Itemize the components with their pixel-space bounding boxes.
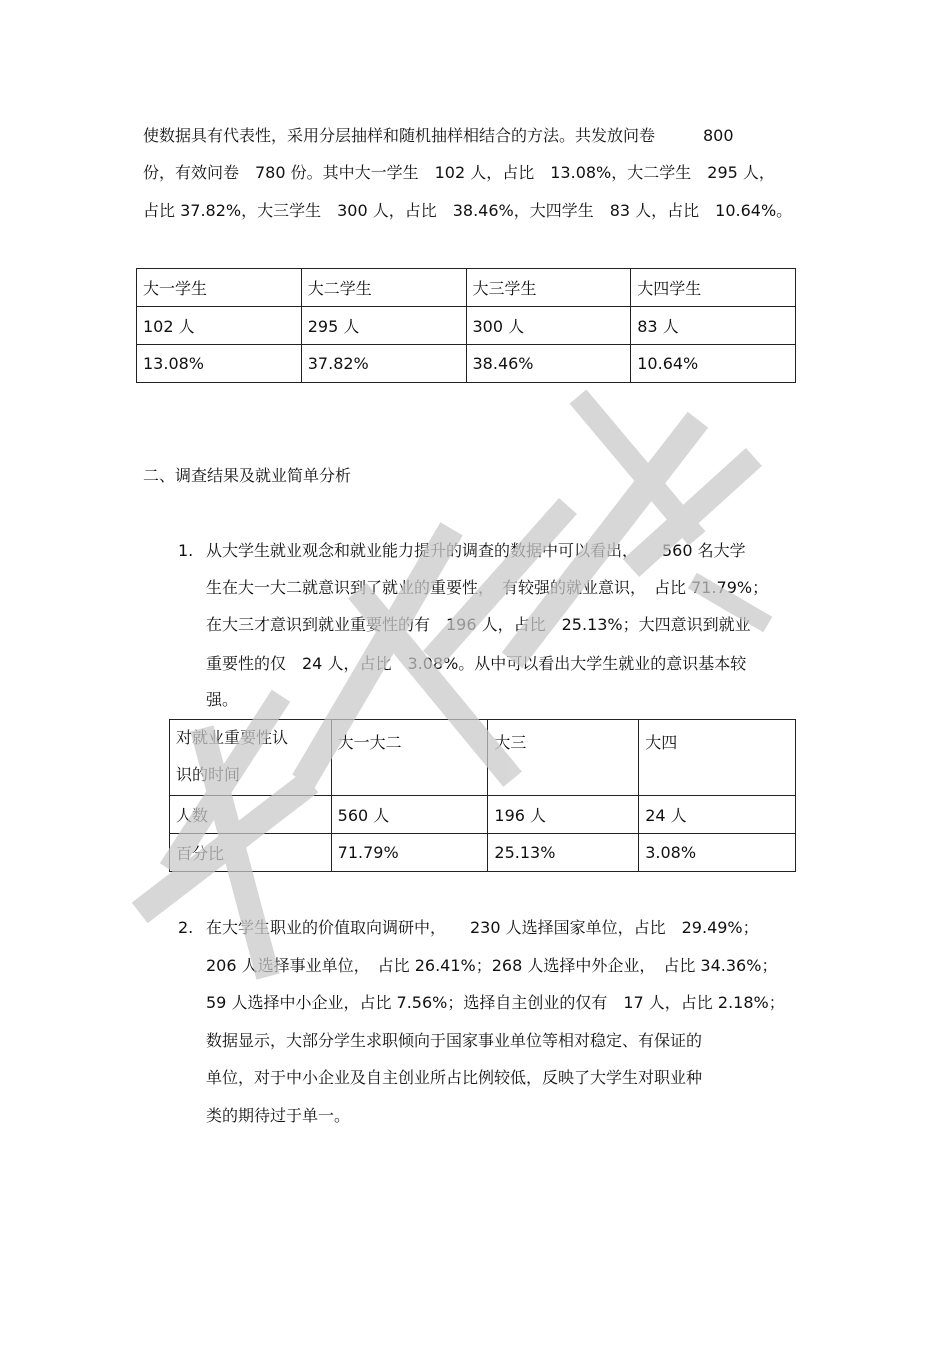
item-1-line-1: 从大学生就业观念和就业能力提升的调查的数据中可以看出， 560 名大学 <box>206 541 746 560</box>
item-1-number: 1. <box>178 541 194 560</box>
table-cell: 37.82% <box>301 345 466 383</box>
table-cell: 大二学生 <box>301 269 466 307</box>
item-1-line-4: 重要性的仅 24 人，占比 3.08%。从中可以看出大学生就业的意识基本较 <box>206 654 747 673</box>
item-1-line-3: 在大三才意识到就业重要性的有 196 人，占比 25.13%；大四意识到就业 <box>206 615 751 634</box>
intro-line-2: 份，有效问卷 780 份。其中大一学生 102 人，占比 13.08%，大二学生 295 人， <box>143 163 775 182</box>
table-row <box>170 834 796 872</box>
table-cell: 25.13% <box>488 834 639 872</box>
item-2-line-2: 206 人选择事业单位， 占比 26.41%；268 人选择中外企业， 占比 34.36%； <box>206 956 778 975</box>
table-header-cell: 大四 <box>639 720 796 796</box>
table-cell: 295 人 <box>301 307 466 345</box>
table-cell: 13.08% <box>137 345 302 383</box>
table-cell: 83 人 <box>631 307 796 345</box>
item-2-line-6: 类的期待过于单一。 <box>206 1106 351 1125</box>
table-cell: 大四学生 <box>631 269 796 307</box>
table-header-cell-line: 识的时间 <box>176 765 241 784</box>
item-2-line-1: 在大学生职业的价值取向调研中， 230 人选择国家单位，占比 29.49%； <box>206 918 759 937</box>
table-row <box>170 796 796 834</box>
table-header-cell: 大一大二 <box>331 720 488 796</box>
table-row <box>137 345 796 383</box>
table-cell: 大一学生 <box>137 269 302 307</box>
awareness-time-table <box>169 719 796 872</box>
table-cell: 300 人 <box>466 307 631 345</box>
table-cell: 10.64% <box>631 345 796 383</box>
table-row <box>137 307 796 345</box>
table-cell: 71.79% <box>331 834 488 872</box>
table-cell: 38.46% <box>466 345 631 383</box>
item-2-line-4: 数据显示，大部分学生求职倾向于国家事业单位等相对稳定、有保证的 <box>206 1031 703 1050</box>
table-header-cell <box>170 720 332 796</box>
intro-line-3: 占比 37.82%，大三学生 300 人，占比 38.46%，大四学生 83 人，占比 10.64%。 <box>143 201 793 220</box>
table-cell: 196 人 <box>488 796 639 834</box>
table-cell: 102 人 <box>137 307 302 345</box>
student-distribution-table <box>136 268 796 383</box>
table-cell: 人数 <box>170 796 332 834</box>
section-heading: 二、调查结果及就业简单分析 <box>143 466 352 485</box>
table-cell: 24 人 <box>639 796 796 834</box>
table-row <box>170 720 796 796</box>
table-header-cell: 大三 <box>488 720 639 796</box>
table-cell: 3.08% <box>639 834 796 872</box>
item-1-line-5: 强。 <box>206 690 239 709</box>
item-2-number: 2. <box>178 918 194 937</box>
table-cell: 560 人 <box>331 796 488 834</box>
table-cell: 大三学生 <box>466 269 631 307</box>
table-header-cell-line: 对就业重要性认 <box>176 728 289 747</box>
table-row <box>137 269 796 307</box>
item-2-line-3: 59 人选择中小企业，占比 7.56%；选择自主创业的仅有 17 人，占比 2.18%； <box>206 993 785 1012</box>
table-cell: 百分比 <box>170 834 332 872</box>
watermark-stroke <box>585 405 690 530</box>
item-2-line-5: 单位，对于中小企业及自主创业所占比例较低，反映了大学生对职业种 <box>206 1068 703 1087</box>
item-1-line-2: 生在大一大二就意识到了就业的重要性， 有较强的就业意识， 占比 71.79%； <box>206 578 769 597</box>
intro-line-1: 使数据具有代表性，采用分层抽样和随机抽样相结合的方法。共发放问卷 800 <box>143 126 734 145</box>
